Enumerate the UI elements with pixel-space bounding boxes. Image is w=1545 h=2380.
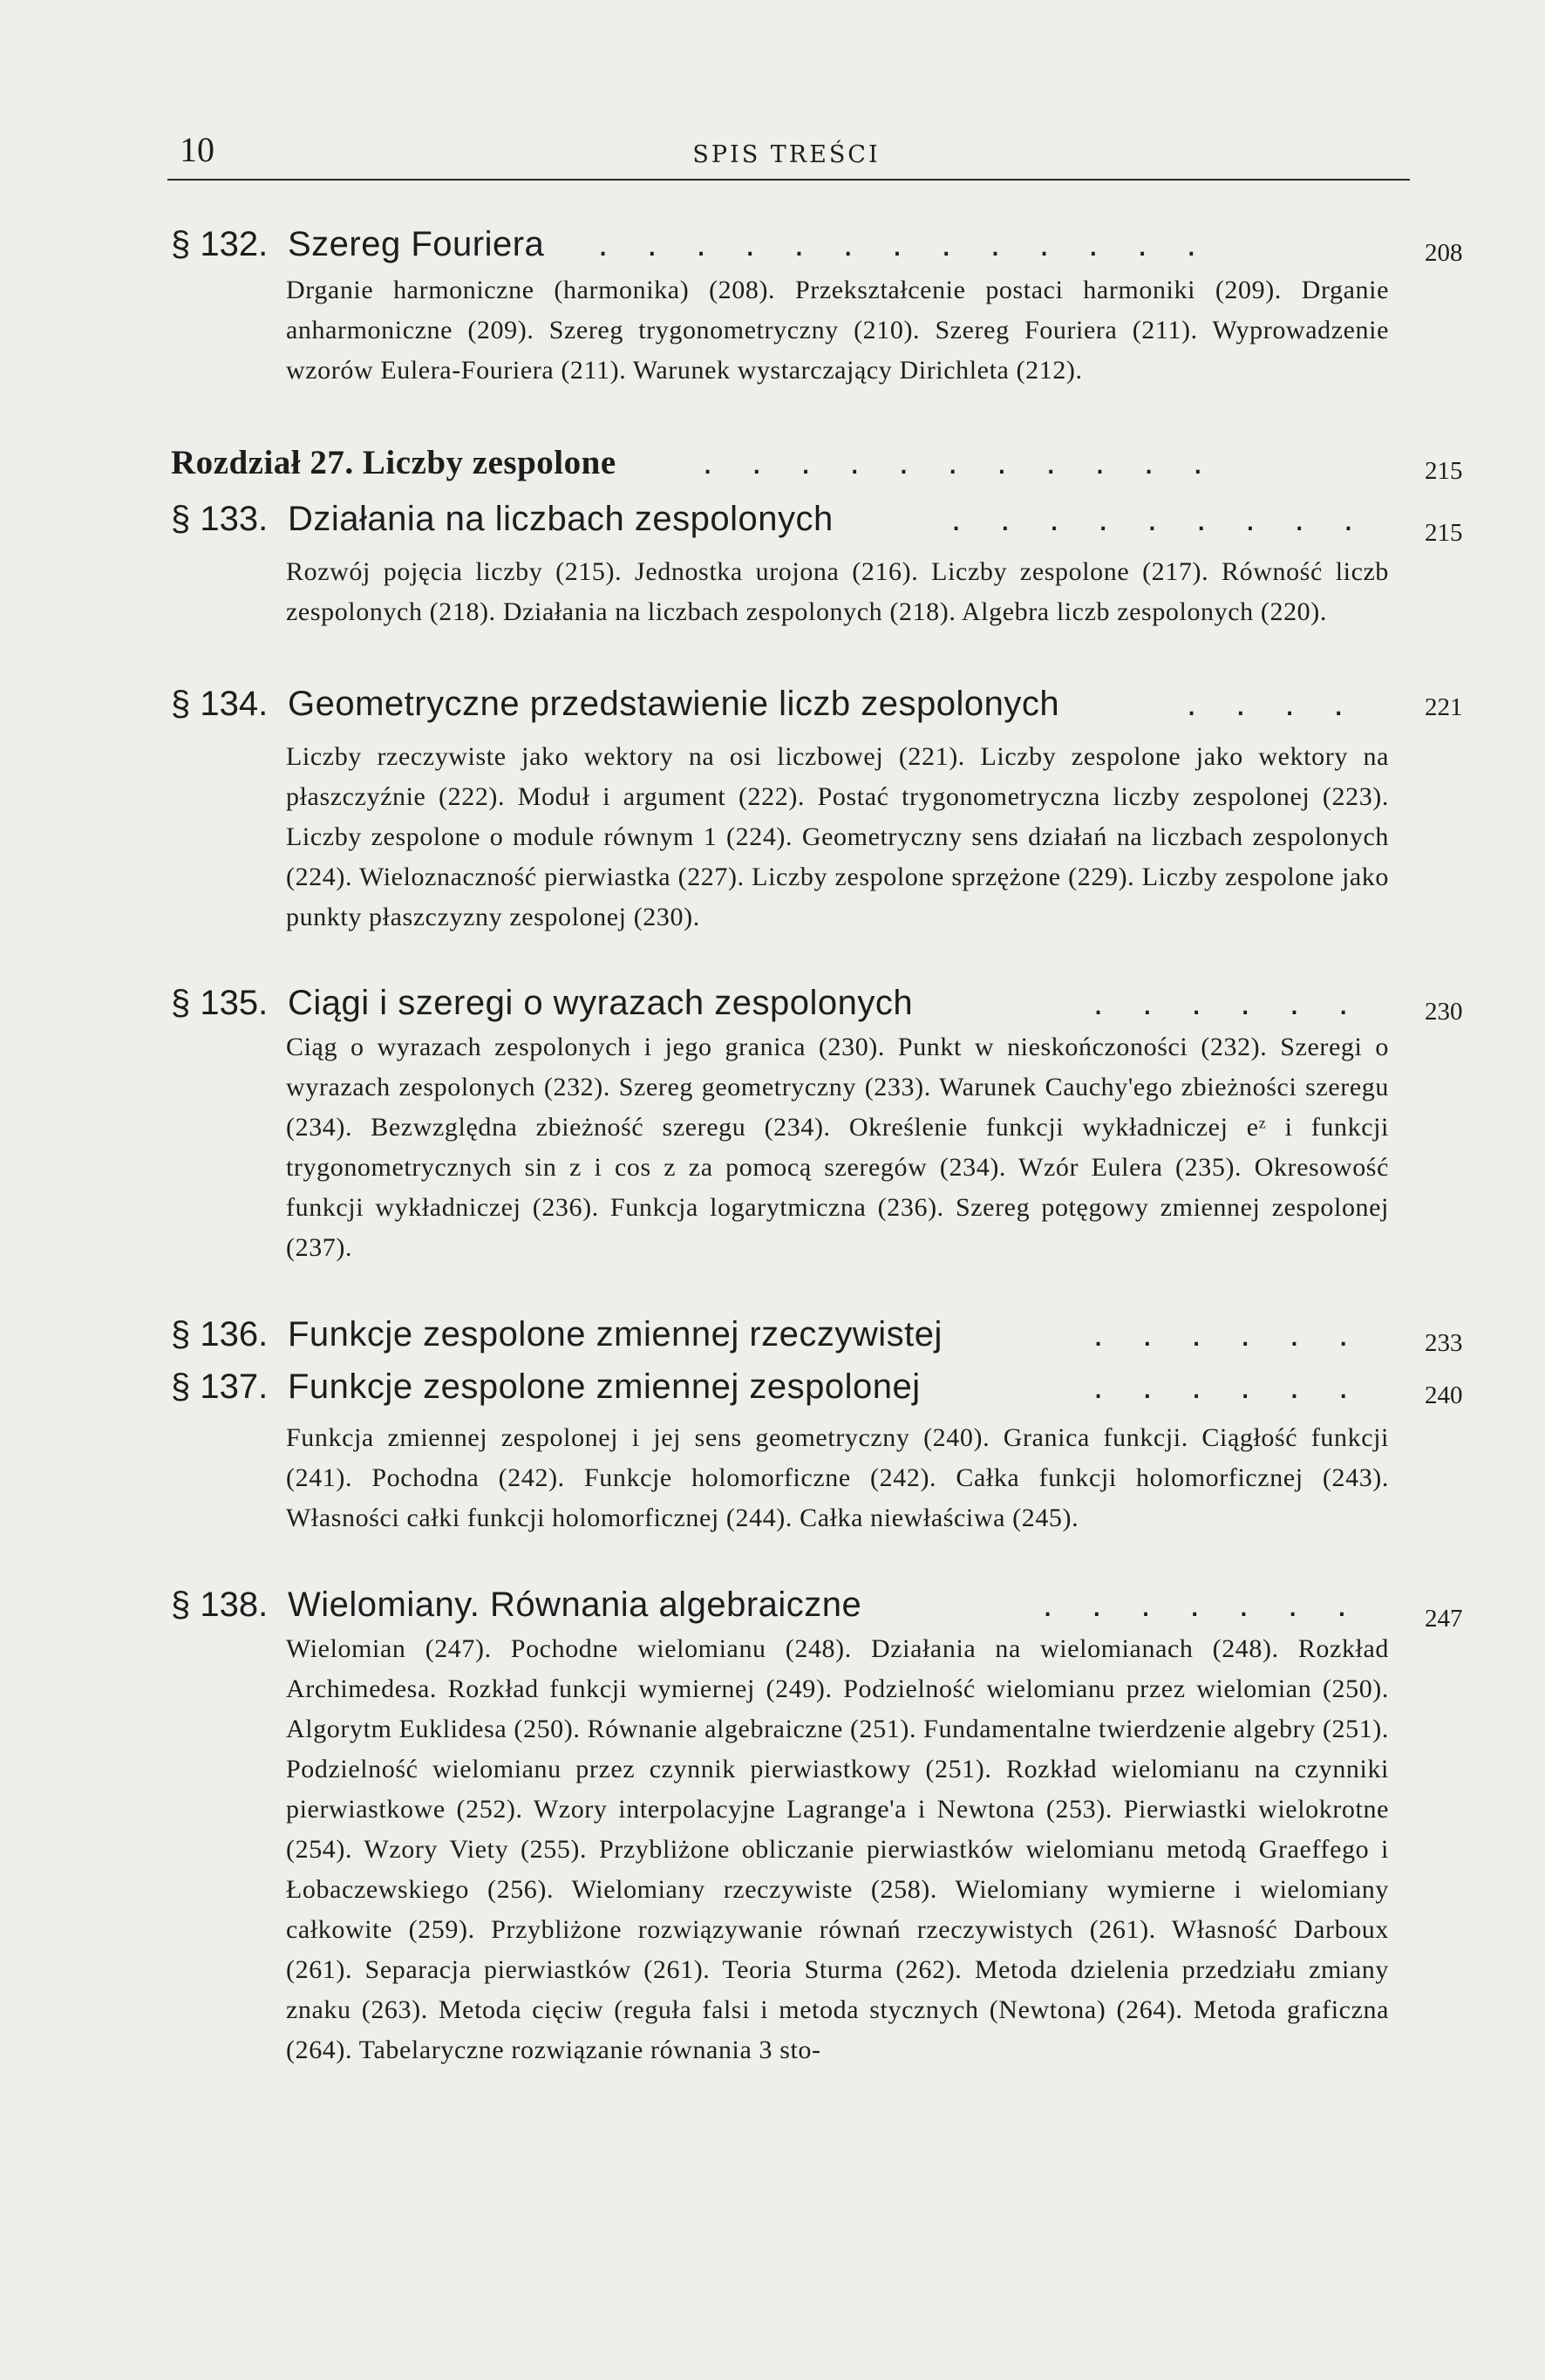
chapter-title: Rozdział 27. Liczby zespolone <box>171 444 616 481</box>
section-page: 247 <box>1425 1605 1463 1633</box>
dot-leader: . . . . . . . <box>1043 1586 1362 1624</box>
section-page: 230 <box>1425 998 1463 1026</box>
section-number: § 133. <box>171 500 269 538</box>
section-title: Działania na liczbach zespolonych <box>288 500 834 538</box>
section-contents: Liczby rzeczywiste jako wektory na osi liczbowej (221). Liczby zespolone jako wektory na płaszczyźnie (222). Moduł i argument (222). Postać trygonometryczna liczby zespolonej (223). Liczby zespolone o module równym 1 (224). Geometryczny sens działań na liczbach zespolonych (224). Wieloznaczność pierwiastka (227). Liczby zespolone sprzężone (229). Liczby zespolone jako punkty płaszczyzny zespolonej (230). <box>286 742 1389 931</box>
chapter-page: 215 <box>1425 457 1463 485</box>
dot-leader: . . . . . . <box>1093 1367 1364 1406</box>
dot-leader: . . . . . . . . . <box>951 500 1368 538</box>
dot-leader: . . . . . . <box>1093 1315 1364 1354</box>
section-contents: Funkcja zmiennej zespolonej i jej sens geometryczny (240). Granica funkcji. Ciągłość funkcji (241). Pochodna (242). Funkcje holomorficzne (242). Całka funkcji holomorficznej (243). Własności całki funkcji holomorficznej (244). Całka niewłaściwa (245). <box>286 1423 1389 1532</box>
section-title: Funkcje zespolone zmiennej zespolonej <box>288 1367 921 1406</box>
section-title: Funkcje zespolone zmiennej rzeczywistej <box>288 1315 943 1354</box>
section-contents: Ciąg o wyrazach zespolonych i jego granica (230). Punkt w nieskończoności (232). Szeregi o wyrazach zespolonych (232). Szereg geometryczny (233). Warunek Cauchy'ego zbieżności szeregu (234). Bezwzględna zbieżność szeregu (234). Określenie funkcji wykładniczej eᶻ i funkcji trygonometrycznych sin z i cos z za pomocą szeregów (234). Wzór Eulera (235). Okresowość funkcji wykładniczej (236). Funkcja logarytmiczna (236). Szereg potęgowy zmiennej zespolonej (237). <box>286 1033 1389 1262</box>
dot-leader: . . . . <box>1187 685 1358 723</box>
toc-entry-136 <box>171 1315 1463 1367</box>
toc-entry-135 <box>171 984 1463 1262</box>
section-contents: Drganie harmoniczne (harmonika) (208). Przekształcenie postaci harmoniki (209). Drganie anharmoniczne (209). Szereg trygonometryczny (210). Szereg Fouriera (211). Wyprowadzenie wzorów Eulera-Fouriera (211). Warunek wystarczający Dirichleta (212). <box>286 276 1389 385</box>
section-title: Wielomiany. Równania algebraiczne <box>288 1586 862 1624</box>
running-head: SPIS TREŚCI <box>692 141 881 168</box>
toc-chapter-27 <box>171 443 1463 495</box>
dot-leader: . . . . . . . . . . . <box>703 443 1218 481</box>
section-number: § 132. <box>171 225 269 263</box>
toc-entry-132 <box>171 225 1463 385</box>
section-page: 233 <box>1425 1329 1463 1357</box>
section-number: § 134. <box>171 685 269 723</box>
section-number: § 135. <box>171 984 269 1022</box>
section-number: § 136. <box>171 1315 269 1354</box>
header-rule <box>167 179 1410 181</box>
section-page: 215 <box>1425 519 1463 547</box>
toc-entry-137 <box>171 1367 1463 1532</box>
toc-entry-133 <box>171 500 1463 626</box>
section-number: § 138. <box>171 1586 269 1624</box>
section-title: Ciągi i szeregi o wyrazach zespolonych <box>288 984 914 1022</box>
dot-leader: . . . . . . . . . . . . . <box>598 225 1211 263</box>
section-page: 221 <box>1425 693 1463 721</box>
section-title: Geometryczne przedstawienie liczb zespolonych <box>288 685 1060 723</box>
section-title: Szereg Fouriera <box>288 225 545 263</box>
dot-leader: . . . . . . <box>1093 984 1364 1022</box>
toc-entry-134 <box>171 685 1463 931</box>
section-number: § 137. <box>171 1367 269 1406</box>
section-page: 208 <box>1425 239 1463 267</box>
section-contents: Rozwój pojęcia liczby (215). Jednostka urojona (216). Liczby zespolone (217). Równość liczb zespolonych (218). Działania na liczbach zespolonych (218). Algebra liczb zespolonych (220). <box>286 557 1389 626</box>
section-page: 240 <box>1425 1381 1463 1409</box>
toc-entry-138 <box>171 1586 1463 2064</box>
section-contents: Wielomian (247). Pochodne wielomianu (248). Działania na wielomianach (248). Rozkład Archimedesa. Rozkład funkcji wymiernej (249). Podzielność wielomianu przez wielomian (250). Algorytm Euklidesa (250). Równanie algebraiczne (251). Fundamentalne twierdzenie algebry (251). Podzielność wielomianu przez czynnik pierwiastkowy (251). Rozkład wielomianu na czynniki pierwiastkowe (252). Wzory interpolacyjne Lagrange'a i Newtona (253). Pierwiastki wielokrotne (254). Wzory Viety (255). Przybliżone obliczanie pierwiastków wielomianu metodą Graeffego i Łobaczewskiego (256). Wielomiany rzeczywiste (258). Wielomiany wymierne i wielomiany całkowite (259). Przybliżone rozwiązywanie równań rzeczywistych (261). Własność Darboux (261). Separacja pierwiastków (261). Teoria Sturma (262). Metoda dzielenia przedziału zmiany znaku (263). Metoda cięciw (reguła falsi i metoda stycznych (Newtona) (264). Metoda graficzna (264). Tabelaryczne rozwiązanie równania 3 sto- <box>286 1634 1389 2064</box>
page-header <box>167 122 1405 174</box>
page-number: 10 <box>180 130 214 169</box>
